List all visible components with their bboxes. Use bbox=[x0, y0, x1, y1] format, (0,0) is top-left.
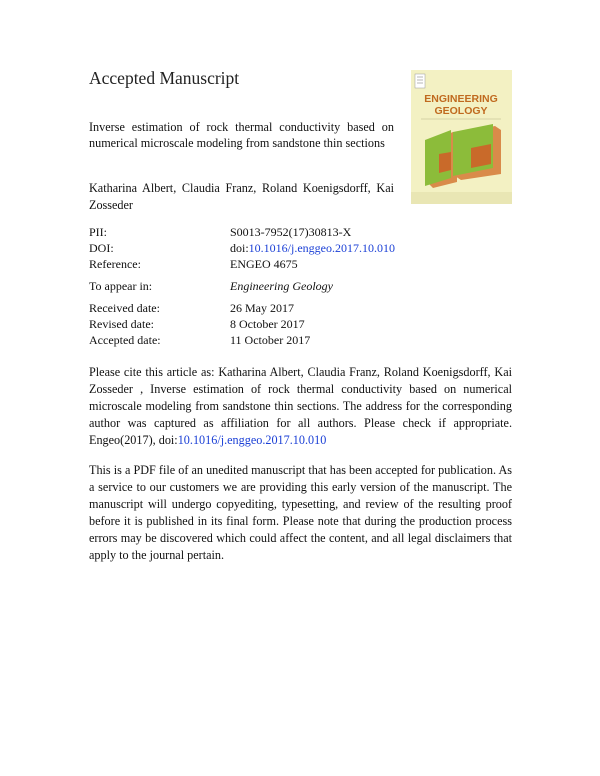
page-heading: Accepted Manuscript bbox=[89, 68, 240, 88]
journal-cover-image bbox=[411, 70, 512, 204]
revised-label: Revised date: bbox=[89, 317, 154, 331]
manuscript-notice: This is a PDF file of an unedited manuscript that has been accepted for publication. As a service to our customers we are providing this early version of the manuscript. The manuscript will undergo copyediting, typesetting, and review of the resulting proof before it is published in its final form. Please note that during the production process errors may be discovered which could affect the content, and all legal disclaimers that apply to the journal pertain. bbox=[89, 463, 512, 562]
received-label: Received date: bbox=[89, 301, 160, 315]
accepted-value: 11 October 2017 bbox=[230, 333, 311, 347]
doi-link[interactable]: 10.1016/j.enggeo.2017.10.010 bbox=[248, 241, 395, 255]
article-title: Inverse estimation of rock thermal conductivity based on numerical microscale modeling from sandstone thin sections bbox=[89, 120, 394, 150]
accepted-label: Accepted date: bbox=[89, 333, 161, 347]
doi-label: DOI: bbox=[89, 241, 114, 255]
citation-text: Please cite this article as: Katharina Albert, Claudia Franz, Roland Koenigsdorff, Kai Zosseder , Inverse estimation of rock thermal conductivity based on numerical microscale modeling from sandstone thin sections. The address for the corresponding author was captured as affiliation for all authors. Please check if appropriate. Engeo(2017), bbox=[89, 365, 512, 447]
cover-journal-title-top: ENGINEERING bbox=[424, 93, 498, 105]
citation-doi-prefix: doi: bbox=[158, 433, 178, 447]
journal-cover-graphic bbox=[411, 70, 512, 204]
pii-label: PII: bbox=[89, 225, 107, 239]
reference-label: Reference: bbox=[89, 257, 141, 271]
doi-prefix: doi: bbox=[230, 241, 249, 255]
cover-journal-title-bottom: GEOLOGY bbox=[434, 105, 488, 117]
pii-value: S0013-7952(17)30813-X bbox=[230, 225, 352, 239]
reference-value: ENGEO 4675 bbox=[230, 257, 298, 271]
revised-value: 8 October 2017 bbox=[230, 317, 305, 331]
doi-value bbox=[230, 240, 395, 257]
citation-doi-link[interactable]: 10.1016/j.enggeo.2017.10.010 bbox=[177, 433, 327, 447]
appear-label: To appear in: bbox=[89, 279, 153, 293]
author-list: Katharina Albert, Claudia Franz, Roland Koenigsdorff, Kai Zosseder bbox=[89, 181, 394, 212]
citation-paragraph bbox=[89, 364, 512, 449]
received-value: 26 May 2017 bbox=[230, 301, 294, 315]
journal-name: Engineering Geology bbox=[230, 279, 333, 293]
